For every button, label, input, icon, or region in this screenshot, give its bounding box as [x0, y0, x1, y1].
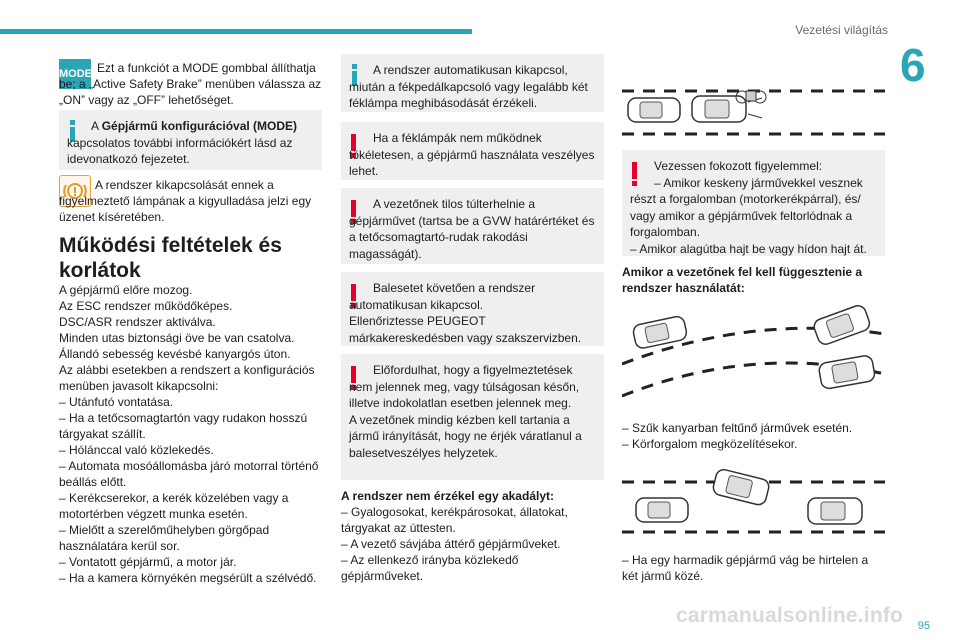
illustration-cut-in: [622, 454, 885, 538]
page-number: 95: [917, 620, 930, 632]
list-item: – Automata mosóállomásba járó motorral történő beállás előtt.: [59, 459, 319, 489]
list-item: – Az ellenkező irányba közlekedő gépjárműveket.: [341, 553, 519, 583]
info-box-auto-off: [341, 54, 604, 112]
list-item: Állandó sebesség kevésbé kanyargós úton.: [59, 347, 291, 361]
list-item: DSC/ASR rendszer aktiválva.: [59, 315, 216, 329]
warning-box-overload-text: A vezetőnek tilos túlterhelnie a gépjárművet (tartsa be a GVW határértéket és a tetőcsomagtartó-rudak rakodási magasságát).: [349, 197, 595, 261]
list-item: – Mielőtt a szerelőműhelyben görgőpad használatára kerül sor.: [59, 523, 270, 553]
cut-in-text: – Ha egy harmadik gépjármű vág be hirtelen a két jármű közé.: [622, 553, 869, 583]
list-item: – Szűk kanyarban feltűnő járművek esetén.: [622, 421, 853, 435]
list-item: Az alábbi esetekben a rendszert a konfigurációs menüben javasolt kikapcsolni:: [59, 363, 315, 393]
warning-box-attention: [622, 150, 885, 256]
warning-box-brake-lamps: [341, 122, 604, 180]
warning-box-overload: [341, 188, 604, 264]
no-detect-list: [341, 504, 573, 584]
list-item: – Vontatott gépjármű, a motor jár.: [59, 555, 237, 569]
illustration-curve: [622, 304, 885, 402]
list-item: A gépjármű előre mozog.: [59, 283, 193, 297]
watermark: carmanualsonline.info: [676, 604, 904, 627]
list-item: – Ha a kamera környékén megsérült a szélvédő.: [59, 571, 317, 585]
list-item: – Ha a tetőcsomagtartón vagy rudakon hosszú tárgyakat szállít.: [59, 411, 308, 441]
list-item: – A vezető sávjába áttérő gépjárműveket.: [341, 537, 561, 551]
suspend-list: [622, 420, 885, 452]
list-item: Az ESC rendszer működőképes.: [59, 299, 233, 313]
warning-box-alerts-text: Előfordulhat, hogy a figyelmeztetések nem jelennek meg, vagy túlságosan későn, illetve indokolatlan esetben jelennek meg. A vezetőnek mindig kézben kell tartania a jármű irányítását, hogy ne érjék váratlanul a balesetveszélyes helyzetek.: [349, 363, 582, 460]
warning-box-alerts: [341, 354, 604, 480]
section-title: Vezetési világítás: [795, 23, 888, 37]
section-heading: Működési feltételek és korlátok: [59, 234, 282, 282]
warning-box-brake-lamps-text: Ha a féklámpák nem működnek tökéletesen, a gépjármű használata veszélyes lehet.: [349, 131, 595, 178]
warning-box-attention-text: Vezessen fokozott figyelemmel: – Amikor keskeny járművekkel vesznek részt a forgalomban (motorkerékpárral), és/ vagy amikor a gépjárművek feltorlódnak a forgalomban. – Amikor alagútba hajt be vagy hídon hajt át.: [630, 159, 867, 256]
suspend-heading: Amikor a vezetőnek fel kell függesztenie a rendszer használatát:: [622, 265, 863, 295]
info-box-config: [59, 110, 322, 170]
info-box-config-text: A Gépjármű konfigurációval (MODE) kapcsolatos további információkért lásd az idevonatkozó fejezetet.: [67, 119, 298, 166]
no-detect-heading: A rendszer nem érzékel egy akadályt:: [341, 489, 554, 503]
list-item: – Hólánccal való közlekedés.: [59, 443, 214, 457]
list-item: – Gyalogosokat, kerékpárosokat, állatokat, tárgyakat az úttesten.: [341, 505, 568, 535]
header-accent-bar: [0, 29, 472, 34]
mode-text: Ezt a funkciót a MODE gombbal állíthatja be; a „Active Safety Brake” menüben válassza az „ON” vagy az „OFF” lehetőséget.: [59, 61, 322, 107]
warning-box-accident-text: Balesetet követően a rendszer automatikusan kikapcsol. Ellenőriztesse PEUGEOT márkakereskedésben vagy szakszervizben.: [349, 281, 582, 345]
illustration-cyclist: [622, 82, 885, 138]
list-item: – Körforgalom megközelítésekor.: [622, 437, 798, 451]
info-box-auto-off-text: A rendszer automatikusan kikapcsol, miután a fékpedálkapcsoló vagy legalább két féklámpa meghibásodását érzékeli.: [349, 63, 588, 110]
lamp-text: A rendszer kikapcsolását ennek a figyelmeztető lámpának a kigyulladása jelzi egy üzenet kíséretében.: [59, 178, 312, 224]
list-item: – Utánfutó vontatása.: [59, 395, 174, 409]
mode-badge-icon: MODE: [59, 59, 91, 89]
list-item: – Kerékcserekor, a kerék közelében vagy a motortérben végzett munka esetén.: [59, 491, 289, 521]
warning-box-accident: [341, 272, 604, 346]
list-item: Minden utas biztonsági öve be van csatolva.: [59, 331, 295, 345]
chapter-number: 6: [900, 39, 926, 91]
conditions-list: [59, 282, 325, 586]
